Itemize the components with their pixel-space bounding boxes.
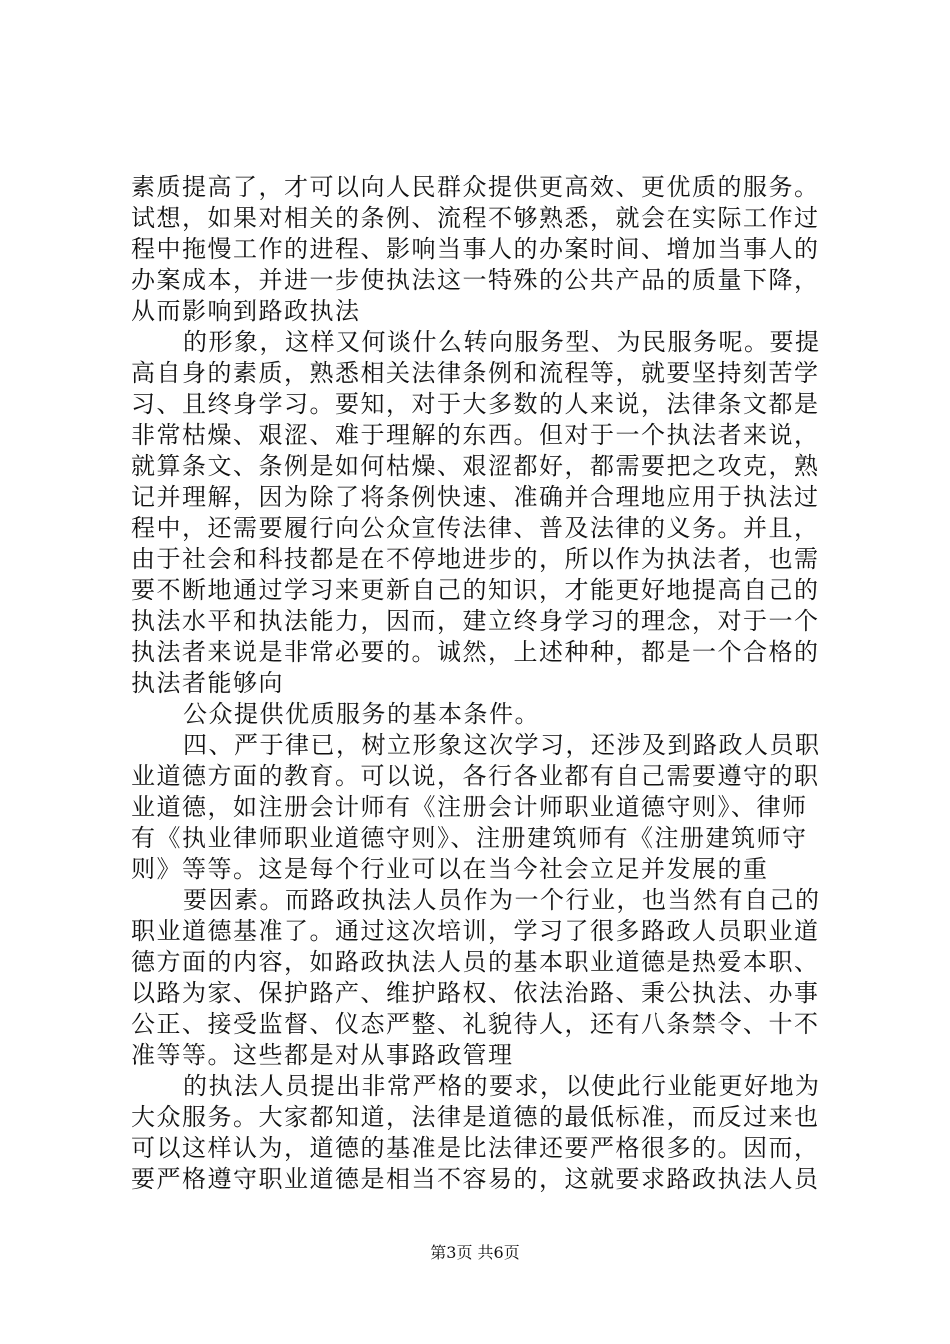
text-line: 业道德，如注册会计师有《注册会计师职业道德守则》、律师 [131,793,808,821]
text-line: 从而影响到路政执法 [131,297,361,325]
text-line: 要因素。而路政执法人员作为一个行业，也当然有自己的 [183,886,821,914]
text-line: 高自身的素质，熟悉相关法律条例和流程等，就要坚持刻苦学 [131,359,820,387]
text-line: 有《执业律师职业道德守则》、注册建筑师有《注册建筑师守 [131,824,808,852]
text-line: 以路为家、保护路产、维护路权、依法治路、秉公执法、办事 [131,979,820,1007]
text-line: 职业道德基准了。通过这次培训，学习了很多路政人员职业道 [131,917,820,945]
text-line: 非常枯燥、艰涩、难于理解的东西。但对于一个执法者来说， [131,421,820,449]
text-line: 要不断地通过学习来更新自己的知识，才能更好地提高自己的 [131,576,820,604]
text-line: 记并理解，因为除了将条例快速、准确并合理地应用于执法过 [131,483,820,511]
text-line: 习、且终身学习。要知，对于大多数的人来说，法律条文都是 [131,390,820,418]
text-line: 试想，如果对相关的条例、流程不够熟悉，就会在实际工作过 [131,204,820,232]
text-line: 德方面的内容，如路政执法人员的基本职业道德是热爱本职、 [131,948,820,976]
text-line: 要严格遵守职业道德是相当不容易的，这就要求路政执法人员 [131,1165,820,1193]
body-text [131,172,831,1195]
text-line: 准等等。这些都是对从事路政管理 [131,1041,514,1069]
text-line: 的执法人员提出非常严格的要求，以使此行业能更好地为 [183,1072,821,1100]
text-line: 程中，还需要履行向公众宣传法律、普及法律的义务。并且， [131,514,820,542]
text-line: 的形象，这样又何谈什么转向服务型、为民服务呢。要提 [183,328,821,356]
text-line: 可以这样认为，道德的基准是比法律还要严格很多的。因而， [131,1134,820,1162]
page-footer: 第3页 共6页 [430,1243,520,1262]
text-line: 执法水平和执法能力，因而，建立终身学习的理念，对于一个 [131,607,820,635]
text-line: 就算条文、条例是如何枯燥、艰涩都好，都需要把之攻克，熟 [131,452,820,480]
text-line: 程中拖慢工作的进程、影响当事人的办案时间、增加当事人的 [131,235,820,263]
text-line: 执法者来说是非常必要的。诚然，上述种种，都是一个合格的 [131,638,820,666]
text-line: 办案成本，并进一步使执法这一特殊的公共产品的质量下降， [131,266,820,294]
text-line: 由于社会和科技都是在不停地进步的，所以作为执法者，也需 [131,545,820,573]
text-line: 公众提供优质服务的基本条件。 [183,700,540,728]
text-line: 素质提高了，才可以向人民群众提供更高效、更优质的服务。 [131,173,820,201]
text-line: 则》等等。这是每个行业可以在当今社会立足并发展的重 [131,855,769,883]
text-line: 执法者能够向 [131,669,284,697]
text-line: 大众服务。大家都知道，法律是道德的最低标准，而反过来也 [131,1103,820,1131]
text-line: 公正、接受监督、仪态严整、礼貌待人，还有八条禁令、十不 [131,1010,820,1038]
text-line: 四、严于律已，树立形象这次学习，还涉及到路政人员职 [183,731,821,759]
text-line: 业道德方面的教育。可以说，各行各业都有自己需要遵守的职 [131,762,820,790]
